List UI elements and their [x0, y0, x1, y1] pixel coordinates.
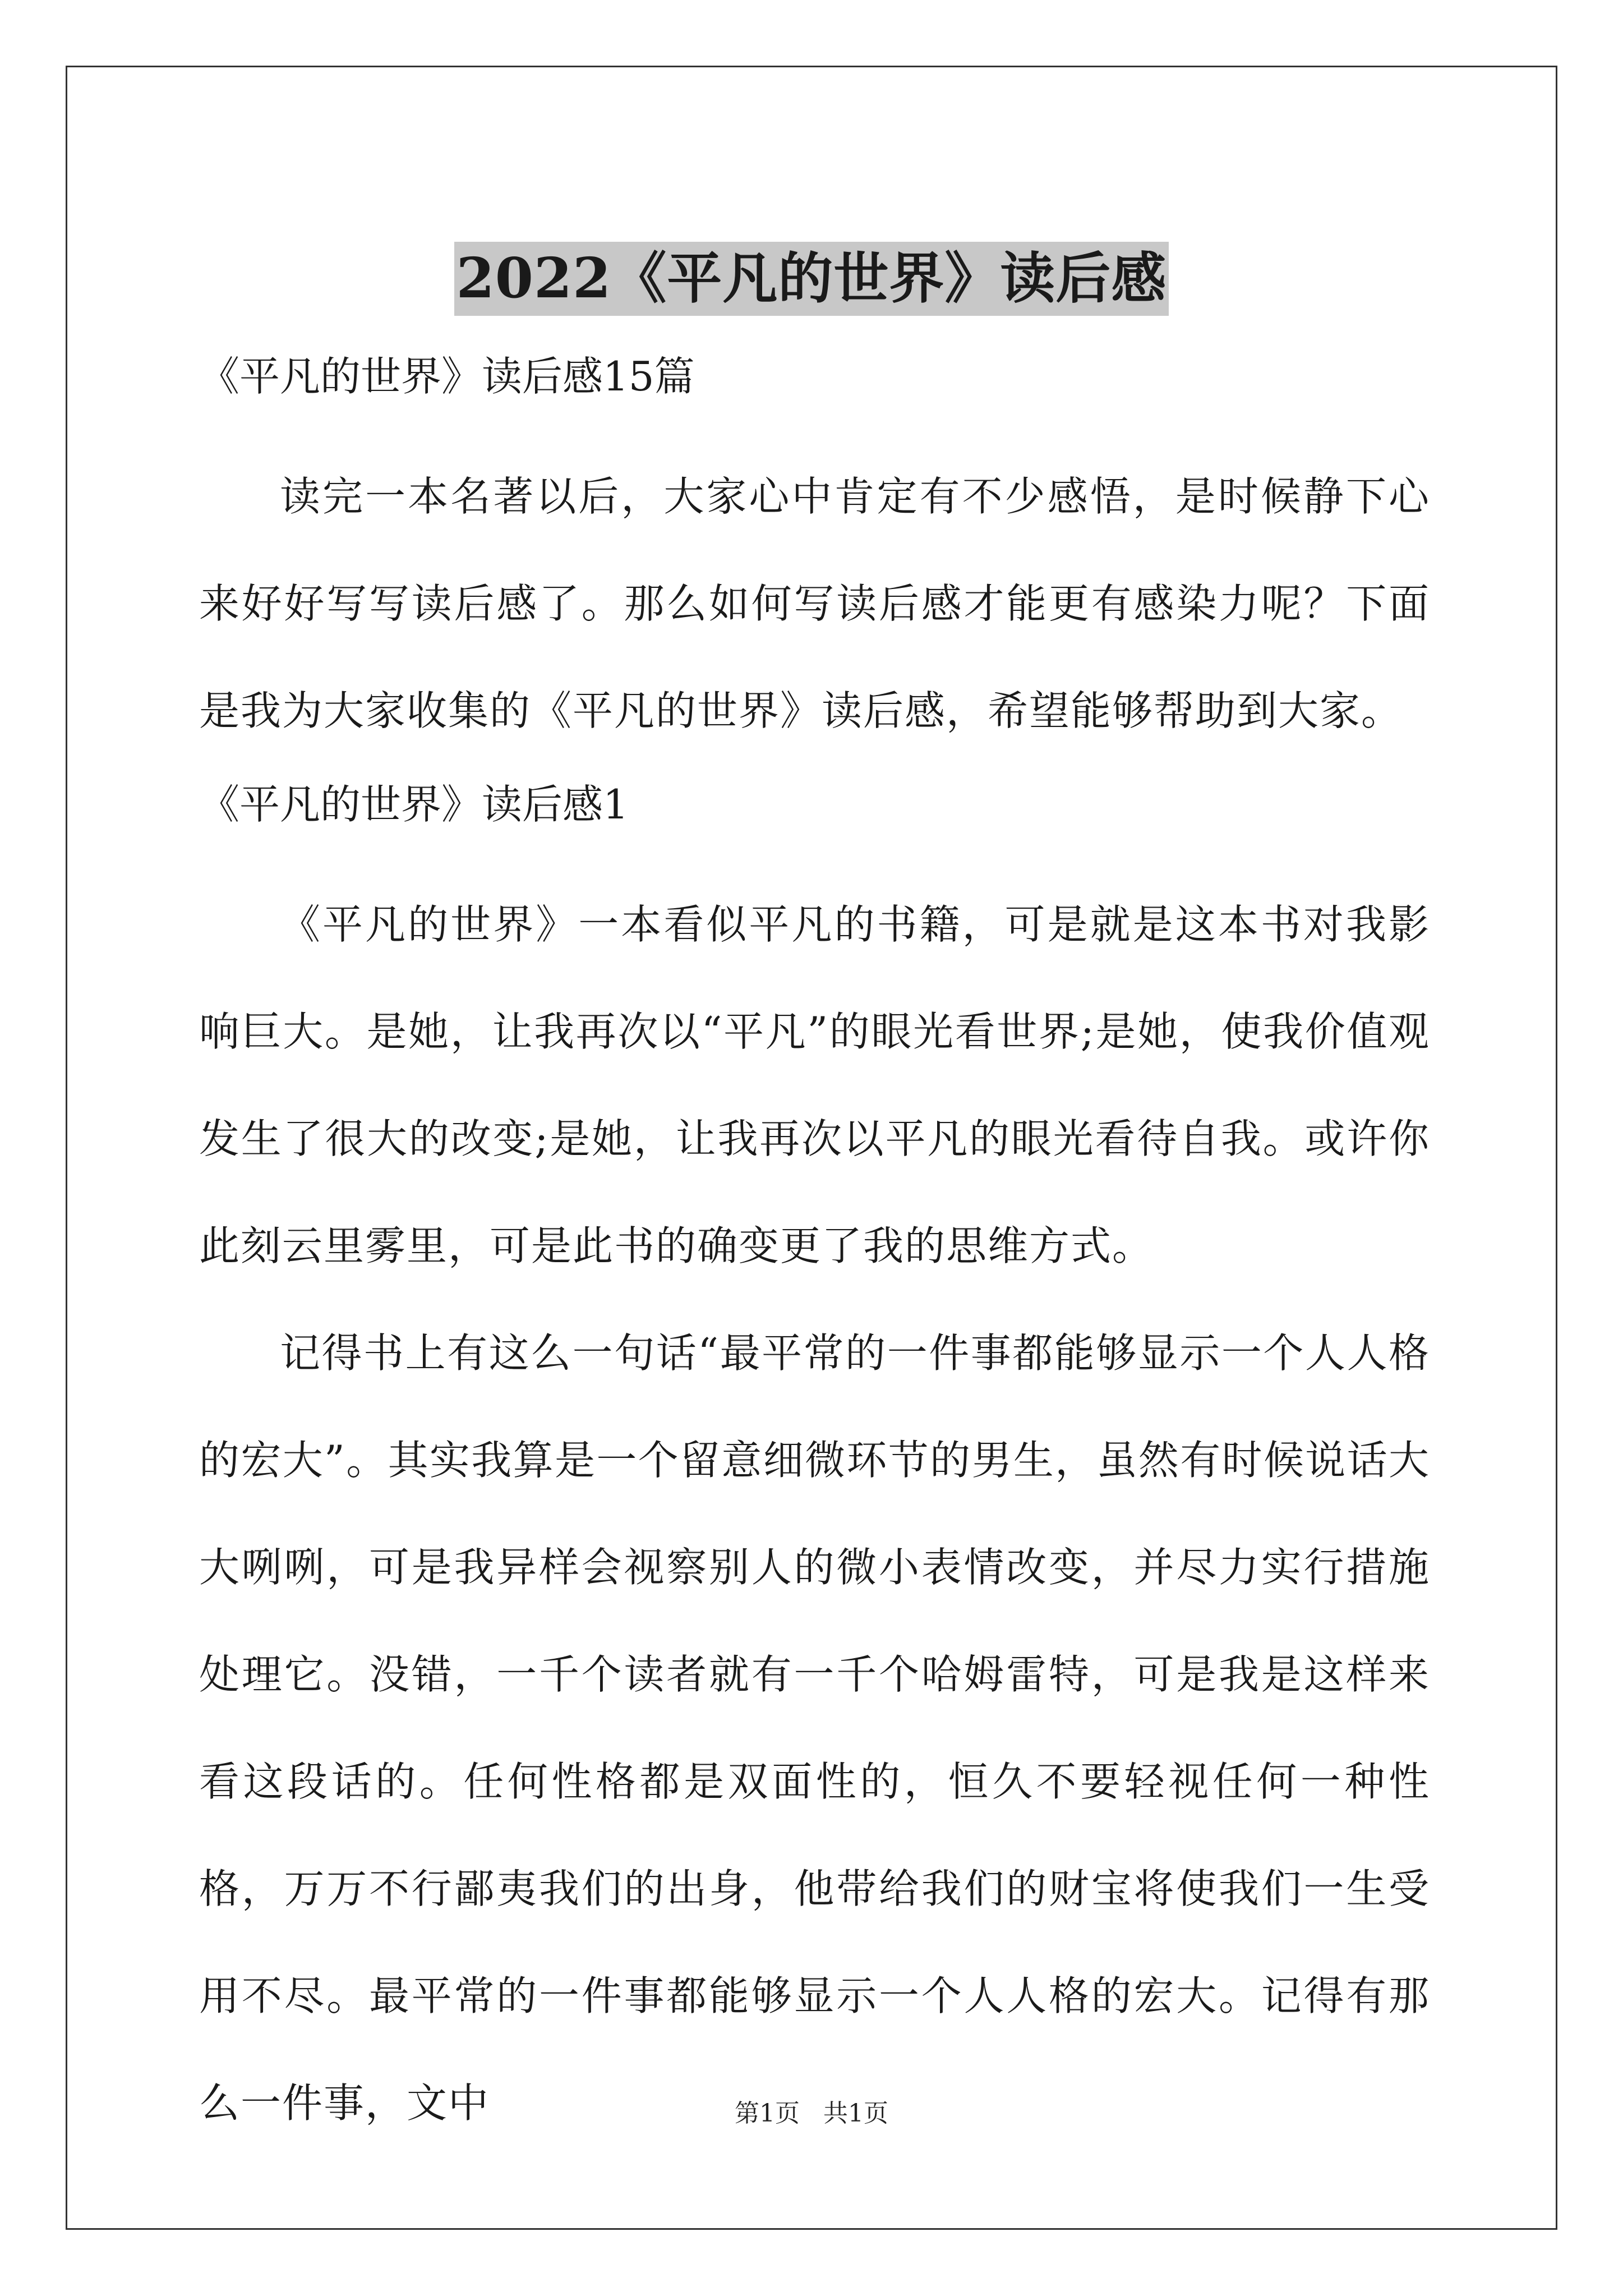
- page-footer: [0, 2097, 1623, 2131]
- intro-paragraph: 读完一本名著以后，大家心中肯定有不少感悟，是时候静下心来好好写写读后感了。那么如何写读后感才能更有感染力呢？下面是我为大家收集的《平凡的世界》读后感，希望能够帮助到大家。: [199, 473, 1430, 734]
- section-heading: 《平凡的世界》读后感1: [199, 781, 629, 828]
- body-paragraph-1: 《平凡的世界》一本看似平凡的书籍，可是就是这本书对我影响巨大。是她，让我再次以“平凡”的眼光看世界;是她，使我价值观发生了很大的改变;是她，让我再次以平凡的眼光看待自我。或许你此刻云里雾里，可是此书的确变更了我的思维方式。: [199, 901, 1430, 1269]
- document-title: 2022《平凡的世界》读后感: [454, 242, 1169, 316]
- page-total: 共1页: [823, 2099, 888, 2128]
- title-container: [0, 205, 1623, 352]
- document-subtitle: 《平凡的世界》读后感15篇: [199, 353, 695, 400]
- page-number: 第1页: [735, 2099, 800, 2128]
- body-paragraph-2: 记得书上有这么一句话“最平常的一件事都能够显示一个人人格的宏大”。其实我算是一个留意细微环节的男生，虽然有时候说话大大咧咧，可是我异样会视察别人的微小表情改变，并尽力实行措施处理它。没错，一千个读者就有一千个哈姆雷特，可是我是这样来看这段话的。任何性格都是双面性的，恒久不要轻视任何一种性格，万万不行鄙夷我们的出身，他带给我们的财宝将使我们一生受用不尽。最平常的一件事都能够显示一个人人格的宏大。记得有那么一件事，文中: [199, 1329, 1430, 2127]
- document-body: [199, 337, 1430, 2157]
